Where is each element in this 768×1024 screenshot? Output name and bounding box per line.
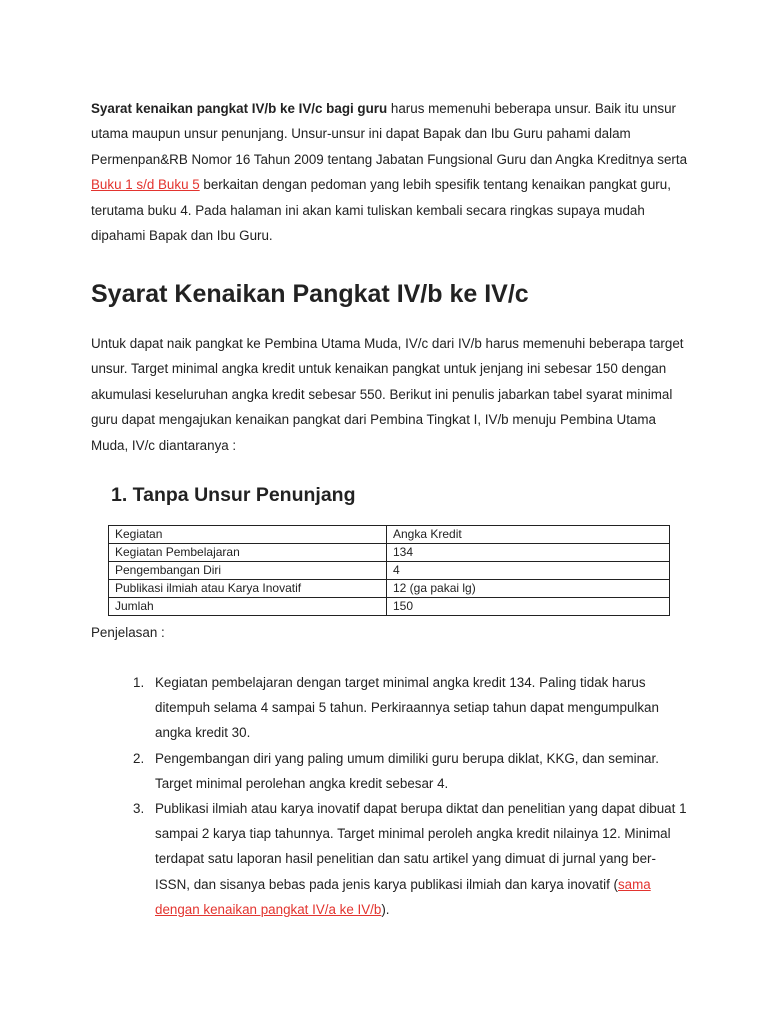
list-number: 1. [133, 675, 145, 690]
list-item [133, 670, 693, 746]
table-cell: 150 [387, 598, 670, 616]
credit-table [108, 525, 670, 616]
explanation-list [133, 670, 693, 922]
list-item-text: Publikasi ilmiah atau karya inovatif dapat berupa diktat dan penelitian yang dapat dibuat 1 sampai 2 karya tiap tahunnya. Target minimal peroleh angka kredit nilainya 12. Minimal terdapat satu laporan hasil penelitian dan satu artikel yang dimuat di jurnal yang ber- ISSN, dan sisanya bebas pada jenis karya publikasi ilmiah dan karya inovatif ( [155, 801, 687, 892]
intro-text-1: harus memenuhi beberapa unsur. Baik itu unsur utama maupun unsur penunjang. Unsur-unsur ini dapat Bapak dan Ibu Guru pahami dalam Permenpan&RB Nomor 16 Tahun 2009 tentang Jabatan Fungsional Guru dan Angka Kreditnya serta [91, 101, 688, 167]
table-cell: 134 [387, 544, 670, 562]
buku-link[interactable]: Buku 1 s/d Buku 5 [91, 177, 200, 193]
kenaikan-link[interactable]: sama dengan kenaikan pangkat IV/a ke IV/b [155, 876, 651, 917]
penjelasan-label: Penjelasan : [91, 625, 165, 640]
table-header-cell: Angka Kredit [387, 526, 670, 544]
table-row [109, 598, 670, 616]
table-cell: Pengembangan Diri [109, 562, 387, 580]
table-cell: 12 (ga pakai lg) [387, 580, 670, 598]
list-number: 3. [133, 801, 145, 817]
table-cell: Publikasi ilmiah atau Karya Inovatif [109, 580, 387, 598]
section-heading: Syarat Kenaikan Pangkat IV/b ke IV/c [91, 280, 529, 308]
table-header-cell: Kegiatan [109, 526, 387, 544]
table-header-row [109, 526, 670, 544]
body-paragraph: Untuk dapat naik pangkat ke Pembina Utama Muda, IV/c dari IV/b harus memenuhi beberapa target unsur. Target minimal angka kredit untuk kenaikan pangkat untuk jenjang ini sebesar 150 dengan akumulasi keseluruhan angka kredit sebesar 550. Berikut ini penulis jabarkan tabel syarat minimal guru dapat mengajukan kenaikan pangkat dari Pembina Tingkat I, IV/b menuju Pembina Utama Muda, IV/c diantaranya : [91, 336, 684, 453]
table-row [109, 580, 670, 598]
table-row [109, 544, 670, 562]
list-item-text: Pengembangan diri yang paling umum dimiliki guru berupa diklat, KKG, dan seminar. Target minimal perolehan angka kredit sebesar 4. [155, 750, 659, 791]
list-item-text-end: ). [381, 901, 390, 917]
list-item-text: Kegiatan pembelajaran dengan target minimal angka kredit 134. Paling tidak harus ditempuh selama 4 sampai 5 tahun. Perkiraannya setiap tahun dapat mengumpulkan angka kredit 30. [155, 675, 659, 741]
table-row [109, 562, 670, 580]
subsection-heading: 1. Tanpa Unsur Penunjang [111, 484, 356, 506]
intro-text-2: berkaitan dengan pedoman yang lebih spesifik tentang kenaikan pangkat guru, terutama buku 4. Pada halaman ini akan kami tuliskan kembali secara ringkas supaya mudah dipahami Bapak dan Ibu Guru. [91, 177, 671, 244]
list-item [133, 796, 693, 922]
intro-bold-title: Syarat kenaikan pangkat IV/b ke IV/c bagi guru [91, 101, 388, 116]
list-number: 2. [133, 750, 145, 766]
list-item [133, 746, 693, 796]
table-cell: Kegiatan Pembelajaran [109, 544, 387, 562]
table-cell: Jumlah [109, 598, 387, 616]
intro-paragraph [91, 96, 691, 248]
table-cell: 4 [387, 562, 670, 580]
